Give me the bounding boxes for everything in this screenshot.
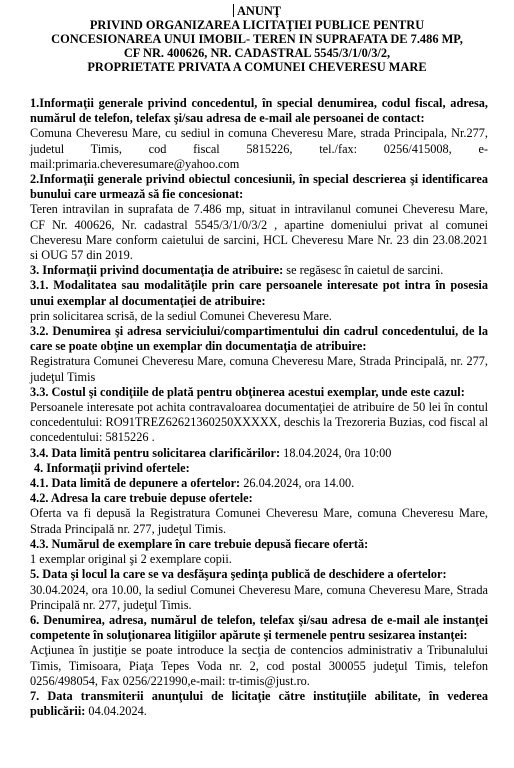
section-4-2-heading: 4.2. Adresa la care trebuie depuse ofertele: bbox=[30, 491, 253, 506]
section-3-4-text: 18.04.2024, 0ra 10:00 bbox=[280, 445, 392, 460]
announcement-body bbox=[30, 96, 488, 719]
section-3-3-heading: 3.3. Costul şi condiţiile de plată pentru obţinerea acestui exemplar, unde este cazul: bbox=[30, 384, 465, 399]
section-2-text: Teren intravilan in suprafata de 7.486 mp, situat in intravilanul comunei Cheveresu Mare, CF Nr. 400626, Nr. cadastral 5545/3/1/0/3/2 , apartine domeniului privat al comunei Cheveresu Mare conform caietului de sarcini, HCL Cheveresu Mare Nr. 23 din 23.08.2021 si OUG 57 din 2019. bbox=[30, 202, 488, 263]
section-4-2-text: Oferta va fi depusă la Registratura Comunei Cheveresu Mare, comuna Cheveresu Mare, Strada Principală nr. 277, judeţul Timis. bbox=[30, 506, 488, 536]
section-3-heading: 3. Informaţii privind documentaţia de atribuire: bbox=[30, 263, 284, 278]
section-2-heading: 2.Informaţii generale privind obiectul concesiunii, în special descrierea şi identificarea bunului care urmează să fie concesionat: bbox=[30, 172, 488, 202]
section-7-heading: 7. Data transmiterii anunţului de licitaţie către instituţiile abilitate, în vederea publicării: bbox=[30, 688, 488, 719]
header-line-3: CONCESIONAREA UNUI IMOBIL- TEREN IN SUPRAFATA DE 7.486 MP, bbox=[51, 32, 463, 46]
header-line-2: PRIVIND ORGANIZAREA LICITAŢIEI PUBLICE PENTRU bbox=[89, 18, 425, 32]
section-3-1-text: prin solicitarea scrisă, de la sediul Comunei Cheveresu Mare. bbox=[30, 308, 332, 323]
section-3-4 bbox=[30, 446, 488, 461]
section-3 bbox=[30, 263, 488, 278]
section-3-1-heading: 3.1. Modalitatea sau modalităţile prin care persoanele interesate pot intra în posesia unui exemplar al documentaţiei de atribuire: bbox=[30, 278, 488, 308]
section-1-heading: 1.Informaţii generale privind concedentul, în special denumirea, codul fiscal, adresa, numărul de telefon, telefax şi/sau adresa de e-mail ale persoanei de contact: bbox=[30, 96, 488, 126]
section-3-3-text: Persoanele interesate pot achita contravaloarea documentaţiei de atribuire de 50 lei în contul concedentului: RO91TREZ62621360250XXXXX, deschis la Trezoreria Buzias, cod fiscal al concedentului: 5815226 . bbox=[30, 400, 488, 445]
section-4-1-heading: 4.1. Data limită de depunere a ofertelor: bbox=[30, 476, 241, 491]
section-3-4-heading: 3.4. Data limită pentru solicitarea clarificărilor: bbox=[30, 445, 281, 460]
section-4-1-text: 26.04.2024, ora 14.00. bbox=[240, 476, 355, 491]
section-4-1 bbox=[30, 476, 488, 491]
announcement-header bbox=[0, 0, 514, 74]
section-3-2-heading: 3.2. Denumirea şi adresa serviciului/compartimentului din cadrul concedentului, de la care se poate obţine un exemplar din documentaţia de atribuire: bbox=[30, 324, 488, 354]
section-3-2-text: Registratura Comunei Cheveresu Mare, comuna Cheveresu Mare, Strada Principală, nr. 277, judeţul Timis bbox=[30, 354, 488, 384]
section-5-heading: 5. Data şi locul la care se va desfăşura şedinţa publică de deschidere a ofertelor: bbox=[30, 567, 447, 582]
section-4-3-heading: 4.3. Numărul de exemplare în care trebuie depusă fiecare ofertă: bbox=[30, 536, 369, 551]
section-1-text: Comuna Cheveresu Mare, cu sediul in comuna Cheveresu Mare, strada Principala, Nr.277, judetul Timis, cod fiscal 5815226, tel./fax: 0256/415008, e-mail:primaria.cheveresumare@yahoo.com bbox=[30, 126, 488, 171]
section-6-text: Acţiunea în justiţie se poate introduce la secţia de contencios administrativ a Tribunalului Timis, Timisoara, Piaţa Tepes Voda nr. 2, cod postal 300055 judeţul Timis, telefon 0256/498054, Fax 0256/221990,e-mail: tr-timis@just.ro. bbox=[30, 643, 488, 688]
section-5-text: 30.04.2024, ora 10.00, la sediul Comunei Cheveresu Mare, comuna Cheveresu Mare, Strada Principală nr. 277, judeţul Timis. bbox=[30, 582, 488, 612]
header-line-4: CF NR. 400626, NR. CADASTRAL 5545/3/1/0/3/2, bbox=[123, 46, 391, 60]
section-7-text: 04.04.2024. bbox=[85, 704, 147, 719]
section-4-heading: 4. Informaţii privind ofertele: bbox=[34, 460, 190, 475]
section-4-3-text: 1 exemplar original şi 2 exemplare copii. bbox=[30, 552, 232, 567]
header-title: ANUNŢ bbox=[236, 4, 282, 18]
header-line-5: PROPRIETATE PRIVATA A COMUNEI CHEVERESU MARE bbox=[87, 60, 427, 74]
section-3-text: se regăsesc în caietul de sarcini. bbox=[283, 263, 444, 278]
text-cursor bbox=[233, 4, 234, 17]
section-7 bbox=[30, 689, 488, 719]
section-6-heading: 6. Denumirea, adresa, numărul de telefon, telefax şi/sau adresa de e-mail ale instanţei competente în soluţionarea litigiilor apărute şi termenele pentru sesizarea instanţei: bbox=[30, 612, 488, 643]
